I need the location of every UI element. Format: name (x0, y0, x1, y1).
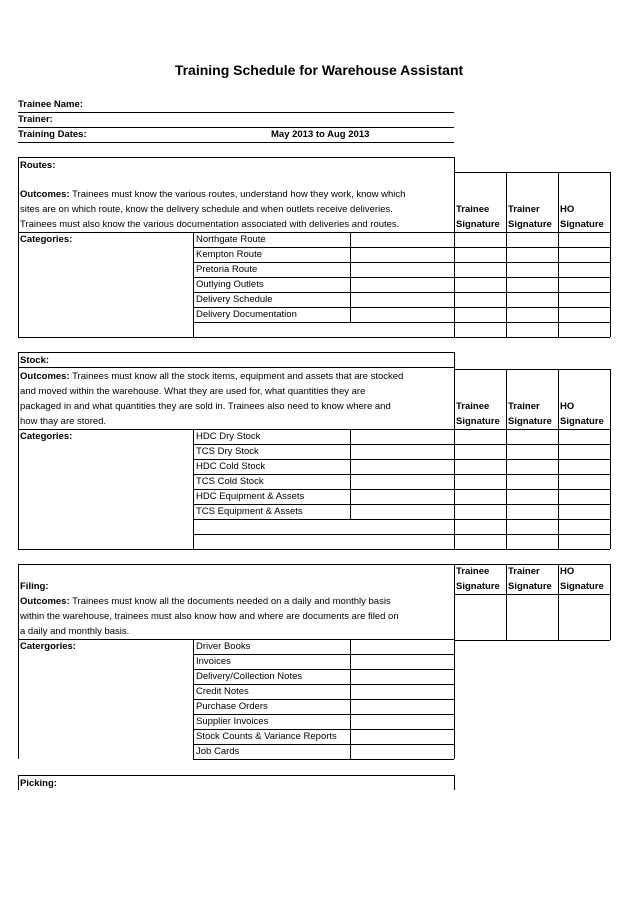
category-item: Driver Books (196, 641, 251, 652)
outcomes-line: Outcomes: Trainees must know all the documents needed on a daily and monthly basis (20, 596, 391, 607)
trainee-signature-header: Trainee Signature (456, 204, 500, 230)
category-item: HDC Dry Stock (196, 431, 261, 442)
category-item: Delivery Documentation (196, 309, 297, 320)
outcomes-line: a daily and monthly basis. (20, 626, 130, 637)
category-item: TCS Equipment & Assets (196, 506, 303, 517)
trainer-signature-header: Trainer Signature (508, 204, 552, 230)
category-item: Invoices (196, 656, 231, 667)
category-item: Northgate Route (196, 234, 266, 245)
category-item: Kempton Route (196, 249, 263, 260)
trainee-name-label: Trainee Name: (18, 99, 83, 110)
category-item: Delivery/Collection Notes (196, 671, 303, 682)
category-item: Pretoria Route (196, 264, 258, 275)
picking-section-label: Picking: (20, 778, 57, 789)
routes-section-label: Routes: (20, 160, 56, 171)
category-item: Credit Notes (196, 686, 249, 697)
trainer-signature-header: Trainer Signature (508, 566, 552, 592)
trainee-signature-header: Trainee Signature (456, 566, 500, 592)
stock-categories-label: Categories: (20, 431, 73, 442)
trainee-signature-header: Trainee Signature (456, 401, 500, 427)
outcomes-line: and moved within the warehouse. What they are used for, what quantities they are (20, 386, 366, 397)
routes-categories-label: Categories: (20, 234, 73, 245)
ho-signature-header: HO Signature (560, 401, 604, 427)
trainer-label: Trainer: (18, 114, 53, 125)
outcomes-line: Outcomes: Trainees must know the various routes, understand how they work, know which (20, 189, 406, 200)
filing-categories-label: Catergories: (20, 641, 76, 652)
category-item: Outlying Outlets (196, 279, 264, 290)
category-item: Job Cards (196, 746, 240, 757)
training-dates-label: Training Dates: (18, 129, 87, 140)
category-item: Delivery Schedule (196, 294, 273, 305)
trainer-signature-header: Trainer Signature (508, 401, 552, 427)
filing-section-label: Filing: (20, 581, 49, 592)
category-item: TCS Dry Stock (196, 446, 259, 457)
category-item: Purchase Orders (196, 701, 268, 712)
ho-signature-header: HO Signature (560, 204, 604, 230)
outcomes-label: Outcomes: (20, 189, 70, 200)
category-item: Stock Counts & Variance Reports (196, 731, 337, 742)
ho-signature-header: HO Signature (560, 566, 604, 592)
outcomes-line: Trainees must also know the various documentation associated with deliveries and routes. (20, 219, 400, 230)
outcomes-line: Outcomes: Trainees must know all the stock items, equipment and assets that are stocked (20, 371, 404, 382)
outcomes-line: sites are on which route, know the delivery schedule and when outlets receive deliveries. (20, 204, 393, 215)
outcomes-label: Outcomes: (20, 596, 70, 607)
outcomes-line: how thay are stored. (20, 416, 107, 427)
training-dates-value: May 2013 to Aug 2013 (271, 129, 370, 140)
category-item: HDC Cold Stock (196, 461, 266, 472)
category-item: HDC Equipment & Assets (196, 491, 305, 502)
outcomes-label: Outcomes: (20, 371, 70, 382)
outcomes-line: packaged in and what quantities they are sold in. Trainees also need to know where and (20, 401, 391, 412)
outcomes-line: within the warehouse, trainees must also know how and where are documents are filed on (20, 611, 399, 622)
category-item: Supplier Invoices (196, 716, 269, 727)
page-title: Training Schedule for Warehouse Assistant (174, 62, 464, 78)
category-item: TCS Cold Stock (196, 476, 264, 487)
stock-section-label: Stock: (20, 355, 50, 366)
